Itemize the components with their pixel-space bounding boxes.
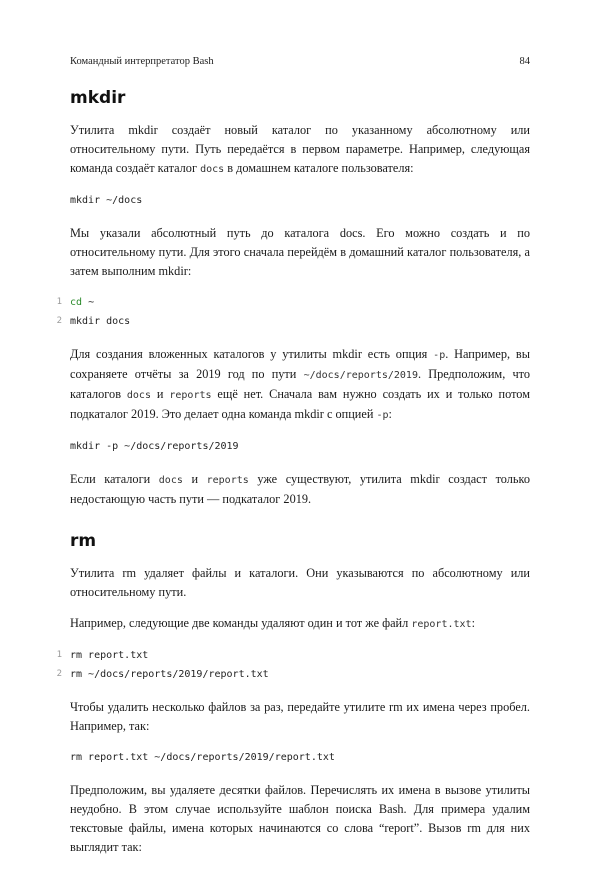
code-line: mkdir ~/docs <box>70 195 143 206</box>
page-number: 84 <box>519 56 530 67</box>
code-block-mkdir-p <box>70 437 530 456</box>
code-line: 1 rm report.txt <box>70 646 530 665</box>
line-number: 1 <box>56 297 62 307</box>
code-block-mkdir-docs <box>70 191 530 210</box>
page-content <box>56 88 531 869</box>
header-title: Командный интерпретатор Bash <box>70 56 214 67</box>
rm-paragraph-3: Чтобы удалить несколько файлов за раз, передайте утилите rm их имена через пробел. Например, так: <box>70 700 530 733</box>
mkdir-paragraph-1: Утилита mkdir создаёт новый каталог по указанному абсолютному или относительному пути. Путь передаётся в первом параметре. Например, следующая команда создаёт каталог docs в домашнем каталоге пользователя: <box>70 123 530 175</box>
code-block-cd-mkdir <box>56 293 530 331</box>
running-header <box>70 56 530 67</box>
mkdir-paragraph-3: Для создания вложенных каталогов у утилиты mkdir есть опция -p. Например, вы сохраняете отчёты за 2019 год по пути ~/docs/reports/2019. Предположим, что каталогов docs и reports ещё нет. Сначала вам нужно создать их и только потом подкаталог 2019. Это делает одна команда mkdir с опцией -p: <box>70 347 531 421</box>
code-block-rm-report <box>56 646 530 684</box>
line-number: 2 <box>56 316 62 326</box>
code-line: 2 rm ~/docs/reports/2019/report.txt <box>70 665 530 684</box>
code-line: mkdir -p ~/docs/reports/2019 <box>70 441 239 452</box>
mkdir-paragraph-4: Если каталоги docs и reports уже существуют, утилита mkdir создаст только недостающую часть пути — подкаталог 2019. <box>70 472 531 506</box>
section-heading-rm: rm <box>70 531 97 551</box>
line-number: 2 <box>56 669 62 679</box>
mkdir-paragraph-2: Мы указали абсолютный путь до каталога docs. Его можно создать и по относительному пути. Для этого сначала перейдём в домашний каталог пользователя, а затем выполним mkdir: <box>70 226 530 278</box>
code-line: rm report.txt ~/docs/reports/2019/report.txt <box>70 752 335 763</box>
line-number: 1 <box>56 650 62 660</box>
code-line: 1 cd ~ <box>70 293 530 312</box>
rm-paragraph-4: Предположим, вы удаляете десятки файлов. Перечислять их имена в вызове утилиты неудобно. В этом случае используйте шаблон поиска Bash. Для примера удалим текстовые файлы, имена которых начинаются со слова “report”. Вызов rm для них выглядит так: <box>70 783 530 854</box>
code-line: 2 mkdir docs <box>70 312 530 331</box>
code-block-rm-multiple <box>70 748 530 767</box>
rm-paragraph-2: Например, следующие две команды удаляют один и тот же файл report.txt: <box>70 616 475 630</box>
rm-paragraph-1: Утилита rm удаляет файлы и каталоги. Они указываются по абсолютному или относительному пути. <box>70 566 530 599</box>
section-heading-mkdir: mkdir <box>70 88 126 108</box>
